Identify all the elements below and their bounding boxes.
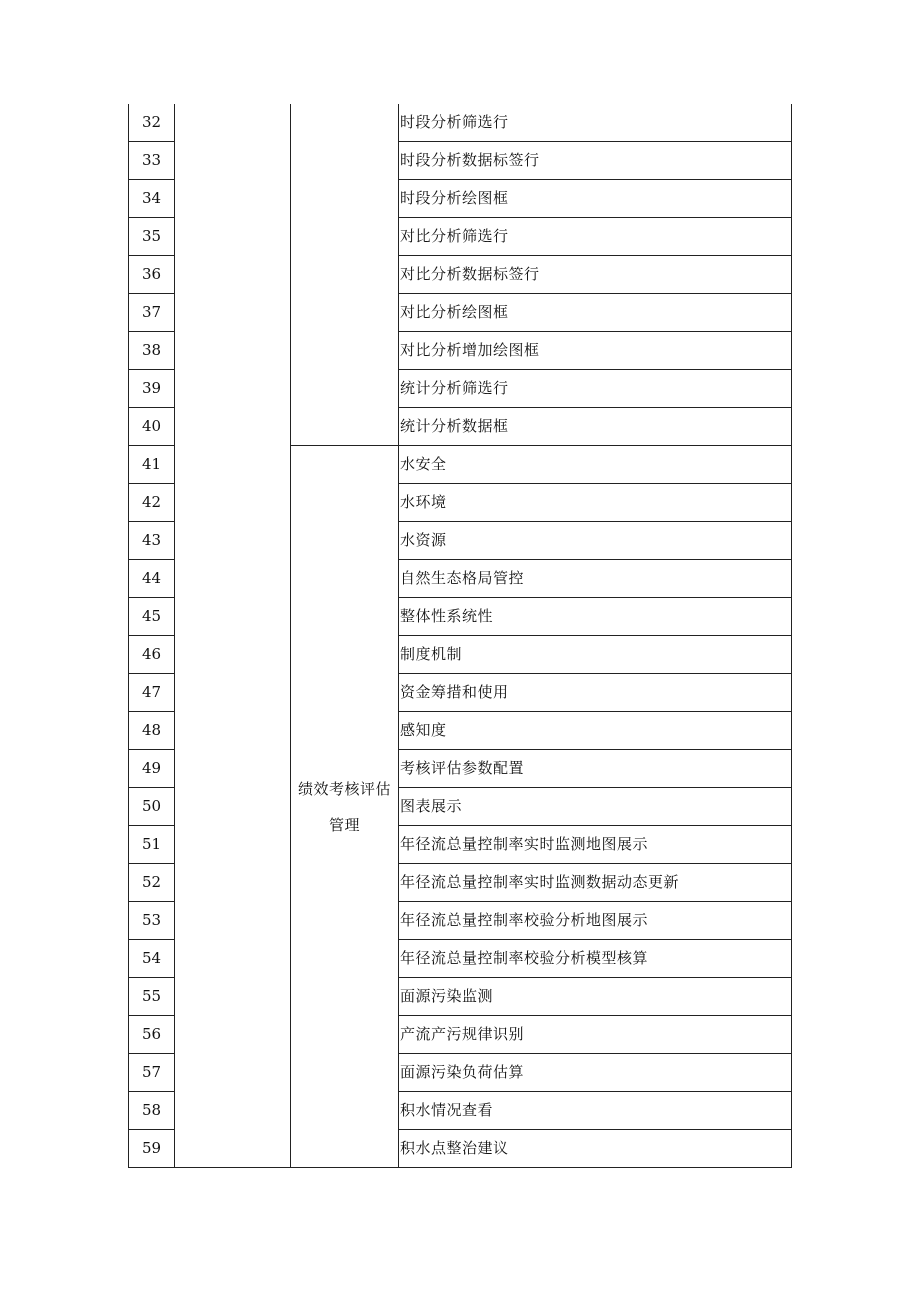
row-number: 34 [129,180,175,218]
function-item: 产流产污规律识别 [399,1016,792,1054]
function-item: 面源污染监测 [399,978,792,1016]
submodule-cell-analysis [291,104,399,446]
function-item: 积水情况查看 [399,1092,792,1130]
row-number: 39 [129,370,175,408]
function-item: 制度机制 [399,636,792,674]
function-item: 统计分析数据框 [399,408,792,446]
row-number: 55 [129,978,175,1016]
row-number: 53 [129,902,175,940]
row-number: 37 [129,294,175,332]
submodule-cell-performance [291,446,399,1168]
function-item: 年径流总量控制率实时监测数据动态更新 [399,864,792,902]
function-item: 感知度 [399,712,792,750]
row-number: 52 [129,864,175,902]
module-cell [175,104,291,1168]
row-number: 46 [129,636,175,674]
row-number: 59 [129,1130,175,1168]
function-item: 时段分析数据标签行 [399,142,792,180]
function-item: 统计分析筛选行 [399,370,792,408]
group-label-line2: 管理 [328,815,360,834]
row-number: 42 [129,484,175,522]
row-number: 38 [129,332,175,370]
function-item: 资金筹措和使用 [399,674,792,712]
group-label-line1: 绩效考核评估 [297,779,391,798]
function-item: 水安全 [399,446,792,484]
function-item: 水环境 [399,484,792,522]
row-number: 36 [129,256,175,294]
function-item: 年径流总量控制率实时监测地图展示 [399,826,792,864]
row-number: 57 [129,1054,175,1092]
row-number: 56 [129,1016,175,1054]
row-number: 43 [129,522,175,560]
row-number: 33 [129,142,175,180]
function-item: 对比分析筛选行 [399,218,792,256]
function-item: 自然生态格局管控 [399,560,792,598]
row-number: 44 [129,560,175,598]
row-number: 58 [129,1092,175,1130]
row-number: 49 [129,750,175,788]
function-item: 对比分析数据标签行 [399,256,792,294]
row-number: 54 [129,940,175,978]
function-item: 时段分析绘图框 [399,180,792,218]
row-number: 45 [129,598,175,636]
row-number: 41 [129,446,175,484]
function-item: 水资源 [399,522,792,560]
function-item: 时段分析筛选行 [399,104,792,142]
row-number: 51 [129,826,175,864]
table-body [129,104,792,1168]
function-list-table [128,104,792,1168]
function-item: 年径流总量控制率校验分析地图展示 [399,902,792,940]
function-item: 年径流总量控制率校验分析模型核算 [399,940,792,978]
function-item: 整体性系统性 [399,598,792,636]
function-item: 考核评估参数配置 [399,750,792,788]
row-number: 48 [129,712,175,750]
row-number: 40 [129,408,175,446]
row-number: 50 [129,788,175,826]
function-item: 面源污染负荷估算 [399,1054,792,1092]
function-item: 积水点整治建议 [399,1130,792,1168]
row-number: 35 [129,218,175,256]
row-number: 47 [129,674,175,712]
table-row [129,104,792,142]
function-item: 图表展示 [399,788,792,826]
row-number: 32 [129,104,175,142]
function-item: 对比分析增加绘图框 [399,332,792,370]
function-item: 对比分析绘图框 [399,294,792,332]
